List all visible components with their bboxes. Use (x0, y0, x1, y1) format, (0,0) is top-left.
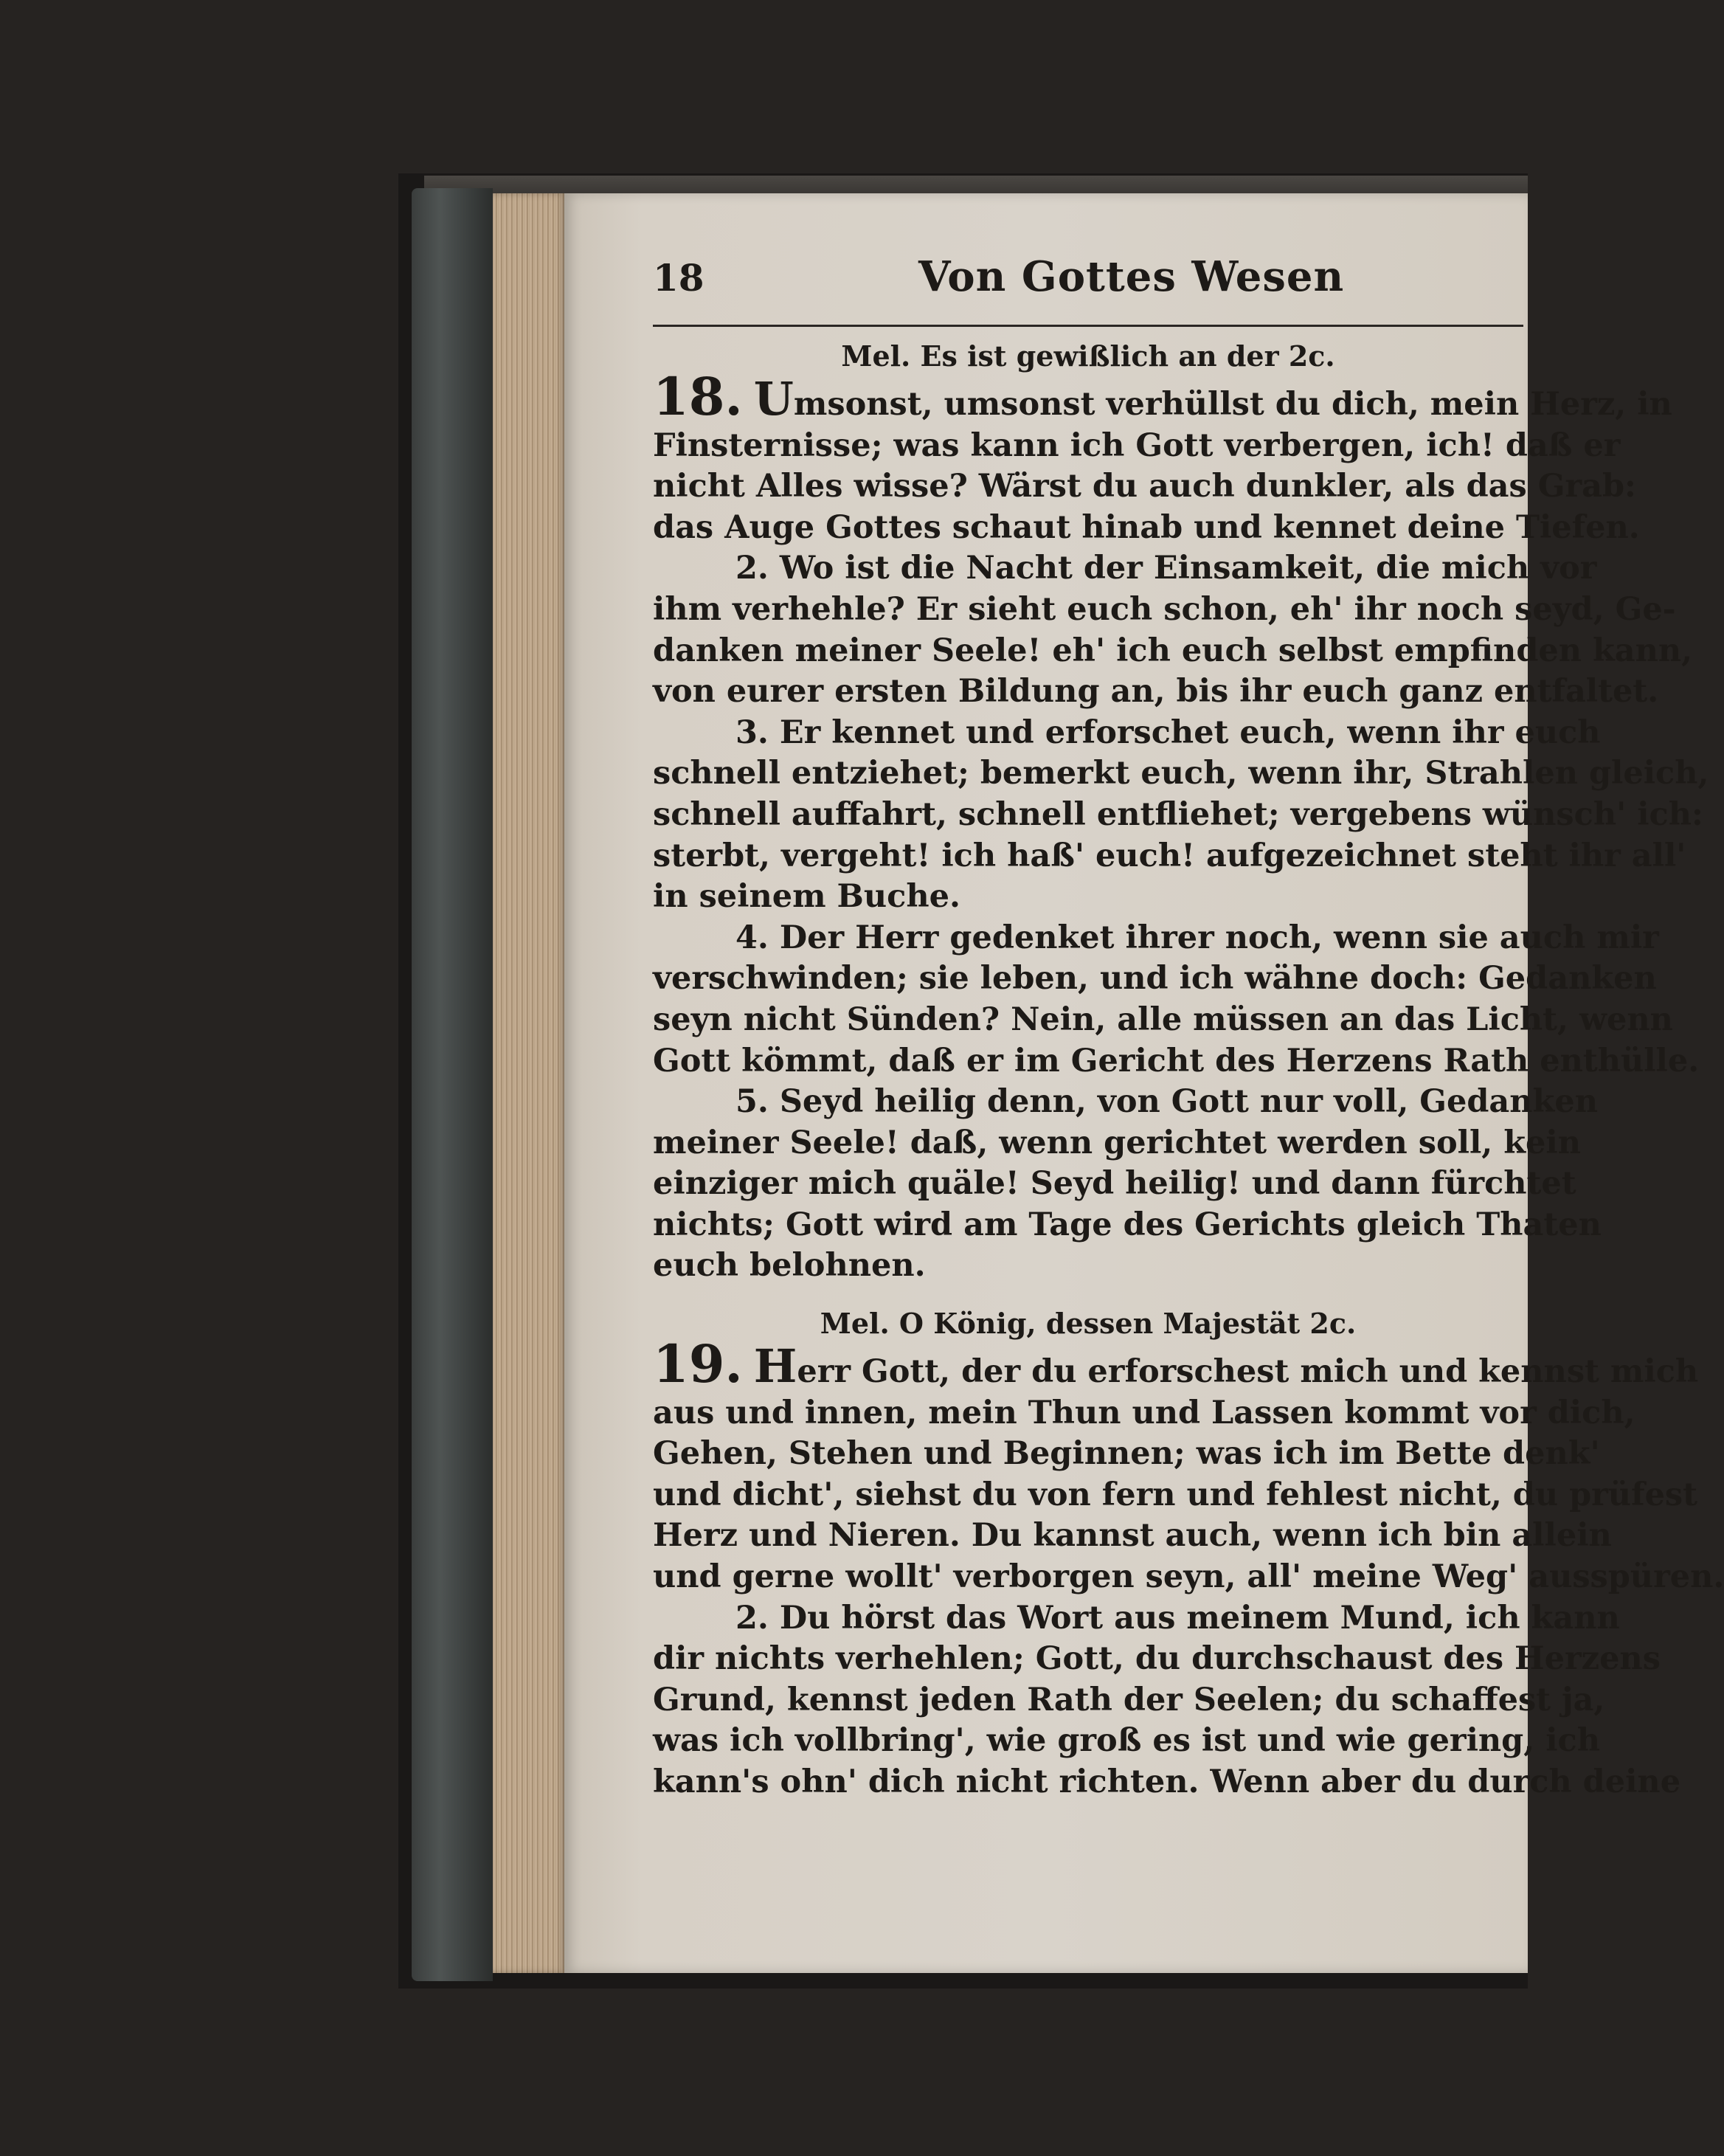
hymn-line: 2. Du hörst das Wort aus meinem Mund, ich kann (735, 1599, 1620, 1637)
hymn-18 (653, 366, 1709, 1287)
hymn-line: 19. Herr Gott, der du erforschest mich und kennst mich (653, 1333, 1699, 1395)
initial-letter: U (753, 372, 794, 426)
hymn-line: seyn nicht Sünden? Nein, alle müssen an das Licht, wenn (653, 1001, 1673, 1038)
hymn-line: und dicht', siehst du von fern und fehlest nicht, du prüfest (653, 1476, 1697, 1513)
book-spine (412, 188, 493, 1981)
hymn-line: Grund, kennst jeden Rath der Seelen; du schaffest ja, (653, 1681, 1605, 1718)
hymn-number: 18. (653, 366, 743, 427)
hymn-18-melody: Mel. Es ist gewißlich an der 2c. (841, 339, 1335, 373)
hymn-line: was ich vollbring', wie groß es ist und wie gering, ich (653, 1722, 1600, 1760)
hymn-line: sterbt, vergeht! ich haß' euch! aufgezeichnet steht ihr all' (653, 837, 1686, 874)
hymn-line: schnell entziehet; bemerkt euch, wenn ihr, Strahlen gleich, (653, 755, 1709, 792)
hymn-line: Gott kömmt, daß er im Gericht des Herzens Rath enthülle. (653, 1042, 1700, 1079)
hymn-line: 5. Seyd heilig denn, von Gott nur voll, Gedanken (735, 1083, 1598, 1121)
hymn-line: 18. Umsonst, umsonst verhüllst du dich, mein Herz, in (653, 366, 1672, 427)
page-header (653, 252, 1523, 327)
hymn-line: von eurer ersten Bildung an, bis ihr euch ganz entfaltet. (653, 673, 1659, 711)
hymn-line: verschwinden; sie leben, und ich wähne doch: Gedanken (653, 960, 1657, 998)
hymn-line: euch belohnen. (653, 1247, 926, 1285)
hymn-line: meiner Seele! daß, wenn gerichtet werden soll, kein (653, 1124, 1582, 1161)
hymn-line: Gehen, Stehen und Beginnen; was ich im Bette denk' (653, 1435, 1600, 1473)
hymn-line: 2. Wo ist die Nacht der Einsamkeit, die mich vor (735, 550, 1597, 587)
hymn-line: Herz und Nieren. Du kannst auch, wenn ich bin allein (653, 1517, 1612, 1555)
hymn-line: aus und innen, mein Thun und Lassen kommt vor dich, (653, 1394, 1635, 1431)
page-number: 18 (653, 256, 705, 300)
hymn-line: kann's ohn' dich nicht richten. Wenn aber du durch deine (653, 1763, 1681, 1800)
hymn-line: einziger mich quäle! Seyd heilig! und dann fürchtet (653, 1165, 1576, 1203)
page-content (653, 252, 1724, 1803)
page-edges (493, 193, 567, 1973)
hymn-19-melody: Mel. O König, dessen Majestät 2c. (820, 1307, 1357, 1341)
hymn-line: dir nichts verhehlen; Gott, du durchschaust des Herzens (653, 1640, 1661, 1678)
hymn-line: das Auge Gottes schaut hinab und kennet deine Tiefen. (653, 508, 1640, 546)
initial-letter: H (753, 1339, 797, 1394)
hymn-19 (653, 1333, 1724, 1803)
running-title: Von Gottes Wesen (918, 252, 1345, 301)
hymn-line: 4. Der Herr gedenket ihrer noch, wenn sie auch mir (735, 919, 1659, 956)
hymn-line: und gerne wollt' verborgen seyn, all' meine Weg' ausspüren. (653, 1558, 1724, 1596)
hymn-number: 19. (653, 1333, 743, 1395)
hymn-line: nichts; Gott wird am Tage des Gerichts gleich Thaten (653, 1206, 1602, 1243)
hymn-line: schnell auffahrt, schnell entfliehet; vergebens wünsch' ich: (653, 795, 1703, 833)
hymn-line: danken meiner Seele! eh' ich euch selbst empfinden kann, (653, 632, 1693, 669)
book-page (564, 193, 1724, 1973)
hymn-line: in seinem Buche. (653, 878, 960, 916)
hymn-line: 3. Er kennet und erforschet euch, wenn ihr euch (735, 714, 1601, 751)
hymn-line: Finsternisse; was kann ich Gott verbergen, ich! daß er (653, 426, 1621, 464)
hymn-line: nicht Alles wisse? Wärst du auch dunkler, als das Grab: (653, 468, 1636, 505)
hymn-line: ihm verhehle? Er sieht euch schon, eh' ihr noch seyd, Ge- (653, 590, 1676, 628)
